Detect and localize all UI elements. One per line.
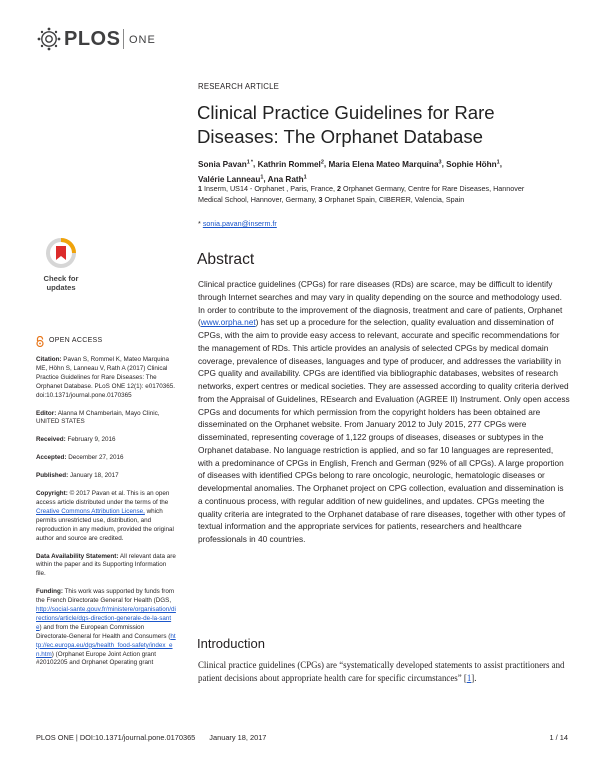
license-link[interactable]: Creative Commons Attribution License, [36,507,145,515]
logo-text: PLOS [64,28,121,50]
check-updates-icon [46,238,76,268]
article-type: RESEARCH ARTICLE [198,82,280,91]
page-number: 1 / 14 [549,733,568,742]
article-title: Clinical Practice Guidelines for Rare Diseases: The Orphanet Database [197,102,495,147]
funding: Funding: This work was supported by funds from the French Directorate General for Health (DGS, http://social-sante.gouv.fr/ministere/organisation/directions/article/dgs-direction-generale-de-la-sante) and from the European Commission Directorate-General for Health and Consumers (http://ec.europa.eu/dgs/health_food-safety/index_en.htm) (Orphanet Europe Joint Action grant #20102205 and Orphanet Operating grant [36,588,176,667]
citation: Citation: Pavan S, Rommel K, Mateo Marquina ME, Höhn S, Lanneau V, Rath A (2017) Clinical Practice Guidelines for Rare Diseases: The Orphanet Database. PLoS ONE 12(1): e0170365. doi:10.1371/journal.pone.0170365 [36,356,175,399]
affiliations: 1 Inserm, US14 - Orphanet , Paris, France, 2 Orphanet Germany, Centre for Rare Diseases, Hannover Medical School, Hannover, Germany, 3 Orphanet Spain, CIBERER, Valencia, Spain [198,184,525,204]
author[interactable]: Ana Rath$^1$ [267,174,307,184]
article-sidebar [36,336,176,677]
page-footer [36,733,568,742]
author[interactable]: Sonia Pavan$^{1 *}$ [198,159,254,169]
check-for-updates-button[interactable] [38,238,84,290]
published-date: Published: January 18, 2017 [36,472,119,480]
author-list: Sonia Pavan$^{1 *}$, Kathrin Rommel$^2$, Maria Elena Mateo Marquina$^3$, Sophie Höhn$^1$, Valérie Lanneau$^1$, Ana Rath$^1$ [198,159,502,184]
editor: Editor: Alanna M Chamberlain, Mayo Clinic, UNITED STATES [36,409,160,426]
received-date: Received: February 9, 2016 [36,436,116,444]
footer-journal: PLOS ONE | DOI:10.1371/journal.pone.0170365 [36,733,196,742]
copyright: Copyright: © 2017 Pavan et al. This is an open access article distributed under the terms of the Creative Commons Attribution License, which permits unrestricted use, distribution, and reproduction in any medium, provided the original author and source are credited. [36,490,174,542]
correspondence: * sonia.pavan@inserm.fr [198,219,277,228]
open-access-badge: OPEN ACCESS [36,336,176,347]
orphanet-link[interactable]: www.orpha.net [200,317,256,328]
author[interactable]: Kathrin Rommel$^2$ [257,159,324,169]
email-link[interactable]: sonia.pavan@inserm.fr [202,219,277,228]
journal-name: ONE [129,34,156,46]
footer-date: January 18, 2017 [209,733,267,742]
funding-link[interactable]: http://social-sante.gouv.fr/ministere/organisation/directions/article/dgs-direction-generale-de-la-sante [36,606,176,631]
reference-link[interactable]: 1 [466,673,472,684]
abstract-text: Clinical practice guidelines (CPGs) for rare diseases (RDs) are scarce, may be difficult to identify through Internet searches and may vary in quality depending on the source and methodology used. In order to contribute to the improvement of the diagnosis, treatment and care of patients, Orphanet (www.orpha.net) has set up a procedure for the selection, quality evaluation and dissemination of CPGs, with the aim to provide easy access to relevant, accurate and specific recommendations for the management of RDs. This article provides an analysis of selected CPGs by medical domain coverage, prevalence of diseases, languages and type of producer, and addresses the variability in CPG quality and availability. CPGs are identified via bibliographic databases, websites of research networks, expert centres or medical societies. They are assessed according to quality criteria derived from the Appraisal of Guidelines, REsearch and Evaluation (AGREE II) Instrument. Only open access CPGs and documents for which permission from the copyright holders has been obtained are disseminated on the Orphanet website. From January 2012 to July 2015, 277 CPGs were disseminated, representing coverage of 1,122 groups of diseases, diseases or subtypes in the Orphanet database. No language restriction is applied, and so far 10 languages are represented, with a predominance of CPGs in English, French and German (92% of all CPGs). A large proportion of diseases with identified CPGs belong to rare oncologic, neurologic, hematologic diseases or developmental anomalies. The Orphanet project on CPG collection, evaluation and dissemination is a continuous process, with regular addition of new guidelines, and updates. CPGs meeting the quality criteria are integrated to the Orphanet database of rare diseases, together with other types of textual information and the appropriate services for patients, researchers and healthcare professionals in 40 countries. [198,279,570,544]
author[interactable]: Maria Elena Mateo Marquina$^3$ [328,159,442,169]
open-lock-icon [36,336,44,347]
logo-divider [123,29,124,49]
data-availability: Data Availability Statement: All relevant data are within the paper and its Supporting Information file. [36,552,176,578]
author[interactable]: Sophie Höhn$^1$ [446,159,500,169]
introduction-heading: Introduction [197,636,265,651]
plos-logo-icon [36,27,62,51]
author[interactable]: Valérie Lanneau$^1$ [198,174,264,184]
check-updates-label: Check for updates [43,274,79,292]
abstract-heading: Abstract [197,251,255,268]
introduction-text: Clinical practice guidelines (CPGs) are “systematically developed statements to assist practitioners and patient decisions about appropriate health care for specific circumstances” [1]. [198,660,565,684]
accepted-date: Accepted: December 27, 2016 [36,454,124,462]
funding-link[interactable]: http://ec.europa.eu/dgs/health_food-safety/index_en.htm [36,632,176,658]
